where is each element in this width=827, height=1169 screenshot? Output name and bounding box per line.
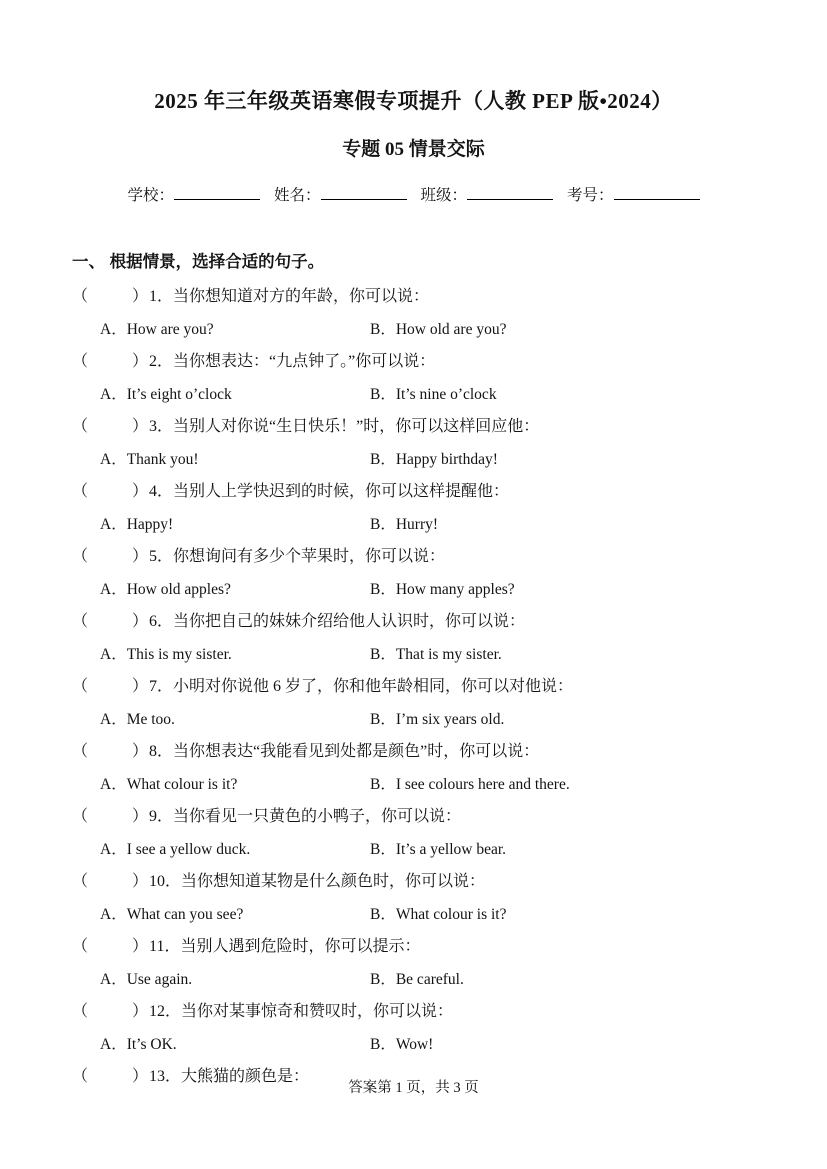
paren-close: ）: [132, 483, 149, 500]
question-stem: 当别人上学快迟到的时候，你可以这样提醒他：: [173, 483, 510, 500]
option-b-label: B．: [370, 970, 396, 988]
option-a-text: It’s OK.: [126, 1035, 177, 1053]
options-row: [72, 704, 755, 737]
option-b-label: B．: [370, 385, 396, 403]
question-stem-line: [72, 476, 755, 509]
answer-blank-parens: [72, 808, 148, 825]
paren-open: （: [72, 288, 89, 305]
option-b: [370, 314, 506, 347]
school-label: 学校：: [127, 187, 174, 204]
option-a-text: How old apples?: [126, 580, 231, 598]
option-a: [100, 574, 370, 607]
options-row: [72, 314, 755, 347]
answer-blank-parens: [72, 743, 148, 760]
option-b-label: B．: [370, 775, 396, 793]
option-a-label: A．: [100, 1035, 127, 1053]
option-b-label: B．: [370, 320, 396, 338]
option-b-label: B．: [370, 840, 396, 858]
option-b: [370, 444, 498, 477]
option-a-text: How are you?: [126, 320, 214, 338]
paren-close: ）: [132, 288, 149, 305]
option-a: [100, 444, 370, 477]
option-b-text: How many apples?: [395, 580, 515, 598]
option-b-text: How old are you?: [395, 320, 507, 338]
option-a-label: A．: [100, 385, 127, 403]
question-stem: 小明对你说他 6 岁了，你和他年龄相同，你可以对他说：: [173, 678, 574, 695]
answer-blank-parens: [72, 613, 148, 630]
option-b-label: B．: [370, 450, 396, 468]
question-stem-line: [72, 281, 755, 314]
info-field-exam-number: [567, 184, 700, 207]
option-a-text: Happy!: [126, 515, 174, 533]
paren-close: ）: [132, 938, 149, 955]
question-stem-line: [72, 801, 755, 834]
paren-open: （: [72, 938, 89, 955]
options-row: [72, 574, 755, 607]
question-number: 3．: [149, 418, 174, 435]
paren-open: （: [72, 808, 89, 825]
question-item: [72, 346, 755, 411]
option-b: [370, 964, 464, 997]
question-stem: 当你想知道对方的年龄，你可以说：: [173, 288, 430, 305]
section-heading: 一、 根据情景，选择合适的句子。: [72, 253, 325, 271]
answer-blank-parens: [72, 353, 148, 370]
option-b-text: Hurry!: [395, 515, 439, 533]
question-number: 12．: [149, 1003, 182, 1020]
info-field-name: [274, 184, 407, 207]
paren-close: ）: [132, 743, 149, 760]
option-b-label: B．: [370, 1035, 396, 1053]
option-a-label: A．: [100, 970, 127, 988]
exam-subtitle: 专题 05 情景交际: [342, 139, 485, 160]
question-stem-line: [72, 931, 755, 964]
option-a-label: A．: [100, 840, 127, 858]
question-item: [72, 866, 755, 931]
option-b: [370, 1029, 433, 1062]
question-stem-line: [72, 346, 755, 379]
option-b: [370, 509, 438, 542]
option-a: [100, 639, 370, 672]
option-b-label: B．: [370, 515, 396, 533]
paren-open: （: [72, 613, 89, 630]
option-b-label: B．: [370, 580, 396, 598]
option-b: [370, 899, 506, 932]
name-label: 姓名：: [273, 187, 321, 204]
question-item: [72, 671, 755, 736]
paren-open: （: [72, 1068, 89, 1085]
option-a-label: A．: [100, 515, 127, 533]
option-a-label: A．: [100, 905, 127, 923]
option-a: [100, 379, 370, 412]
paren-close: ）: [132, 548, 149, 565]
paren-open: （: [72, 1003, 89, 1020]
paren-open: （: [72, 548, 89, 565]
option-b-text: It’s a yellow bear.: [395, 840, 507, 858]
answer-blank-parens: [72, 548, 148, 565]
question-stem-line: [72, 541, 755, 574]
option-b-label: B．: [370, 905, 396, 923]
question-stem: 当你想表达：“九点钟了。”你可以说：: [173, 353, 436, 370]
option-b-text: That is my sister.: [395, 645, 502, 663]
question-number: 8．: [149, 743, 174, 760]
question-stem: 你想询问有多少个苹果时，你可以说：: [173, 548, 446, 565]
option-b: [370, 379, 497, 412]
option-b-text: I see colours here and there.: [395, 775, 570, 793]
paren-close: ）: [132, 678, 149, 695]
option-a-text: Thank you!: [126, 450, 199, 468]
class-label: 班级：: [420, 187, 468, 204]
name-blank: [321, 184, 407, 200]
option-b-text: Wow!: [395, 1035, 434, 1053]
exam-number-blank: [614, 184, 700, 200]
option-a-text: I see a yellow duck.: [126, 840, 251, 858]
question-stem-line: [72, 606, 755, 639]
option-b: [370, 769, 570, 802]
option-a-text: This is my sister.: [126, 645, 232, 663]
option-b: [370, 704, 504, 737]
answer-blank-parens: [72, 873, 148, 890]
paren-open: （: [72, 418, 89, 435]
paren-close: ）: [132, 418, 149, 435]
exam-number-label: 考号：: [567, 187, 614, 204]
option-a: [100, 509, 370, 542]
option-b: [370, 834, 506, 867]
question-item: [72, 996, 755, 1061]
question-list: [72, 281, 755, 1094]
option-a-label: A．: [100, 450, 127, 468]
options-row: [72, 834, 755, 867]
answer-blank-parens: [72, 1003, 148, 1020]
question-stem: 当你想表达“我能看见到处都是颜色”时，你可以说：: [173, 743, 540, 760]
option-b-text: Be careful.: [395, 970, 464, 988]
paren-open: （: [72, 678, 89, 695]
question-stem-line: [72, 671, 755, 704]
question-stem-line: [72, 411, 755, 444]
option-a-text: Use again.: [126, 970, 193, 988]
question-stem: 当你想知道某物是什么颜色时，你可以说：: [181, 873, 486, 890]
question-number: 10．: [149, 873, 182, 890]
question-item: [72, 411, 755, 476]
paren-open: （: [72, 353, 89, 370]
option-a-label: A．: [100, 645, 127, 663]
question-stem: 大熊猫的颜色是：: [181, 1068, 310, 1085]
option-b-text: What colour is it?: [395, 905, 507, 923]
answer-blank-parens: [72, 288, 148, 305]
option-a-label: A．: [100, 580, 127, 598]
question-number: 2．: [149, 353, 174, 370]
exam-title: 2025 年三年级英语寒假专项提升（人教 PEP 版•2024）: [154, 89, 673, 113]
option-a: [100, 704, 370, 737]
option-a-label: A．: [100, 775, 127, 793]
option-a: [100, 964, 370, 997]
option-a-text: Me too.: [126, 710, 175, 728]
options-row: [72, 444, 755, 477]
option-b-label: B．: [370, 710, 396, 728]
answer-blank-parens: [72, 483, 148, 500]
paren-close: ）: [132, 353, 149, 370]
student-info-row: [72, 184, 755, 207]
option-b-text: Happy birthday!: [395, 450, 498, 468]
options-row: [72, 899, 755, 932]
question-item: [72, 606, 755, 671]
question-stem-line: [72, 996, 755, 1029]
question-item: [72, 541, 755, 606]
question-item: [72, 476, 755, 541]
options-row: [72, 509, 755, 542]
option-a-text: What colour is it?: [126, 775, 238, 793]
option-a: [100, 899, 370, 932]
question-stem: 当别人对你说“生日快乐！”时，你可以这样回应他：: [173, 418, 540, 435]
question-number: 9．: [149, 808, 174, 825]
option-a-label: A．: [100, 320, 127, 338]
options-row: [72, 769, 755, 802]
question-number: 4．: [149, 483, 174, 500]
option-b-text: It’s nine o’clock: [395, 385, 497, 403]
paren-close: ）: [132, 1068, 149, 1085]
paren-open: （: [72, 873, 89, 890]
option-a: [100, 1029, 370, 1062]
question-stem: 当你看见一只黄色的小鸭子，你可以说：: [173, 808, 462, 825]
question-stem-line: [72, 736, 755, 769]
option-b: [370, 574, 515, 607]
question-number: 6．: [149, 613, 174, 630]
option-a: [100, 834, 370, 867]
question-number: 1．: [149, 288, 174, 305]
question-item: [72, 281, 755, 346]
paren-close: ）: [132, 1003, 149, 1020]
paren-open: （: [72, 483, 89, 500]
page-footer: 答案第 1 页，共 3 页: [348, 1080, 479, 1096]
option-a-text: What can you see?: [126, 905, 244, 923]
question-number: 11．: [149, 938, 181, 955]
question-stem: 当别人遇到危险时，你可以提示：: [180, 938, 421, 955]
option-b: [370, 639, 502, 672]
question-number: 7．: [149, 678, 174, 695]
question-stem: 当你对某事惊奇和赞叹时，你可以说：: [181, 1003, 454, 1020]
paren-close: ）: [132, 808, 149, 825]
question-item: [72, 801, 755, 866]
options-row: [72, 379, 755, 412]
answer-blank-parens: [72, 938, 148, 955]
question-number: 5．: [149, 548, 174, 565]
option-a-label: A．: [100, 710, 127, 728]
question-item: [72, 931, 755, 996]
info-field-class: [421, 184, 554, 207]
paren-close: ）: [132, 613, 149, 630]
answer-blank-parens: [72, 678, 148, 695]
question-item: [72, 736, 755, 801]
options-row: [72, 1029, 755, 1062]
paren-close: ）: [132, 873, 149, 890]
option-a-text: It’s eight o’clock: [126, 385, 232, 403]
question-stem: 当你把自己的妹妹介绍给他人认识时，你可以说：: [173, 613, 526, 630]
option-a: [100, 769, 370, 802]
school-blank: [174, 184, 260, 200]
options-row: [72, 964, 755, 997]
question-number: 13．: [149, 1068, 182, 1085]
paren-open: （: [72, 743, 89, 760]
option-a: [100, 314, 370, 347]
option-b-label: B．: [370, 645, 396, 663]
question-stem-line: [72, 866, 755, 899]
info-field-school: [127, 184, 260, 207]
option-b-text: I’m six years old.: [395, 710, 505, 728]
class-blank: [467, 184, 553, 200]
options-row: [72, 639, 755, 672]
answer-blank-parens: [72, 418, 148, 435]
